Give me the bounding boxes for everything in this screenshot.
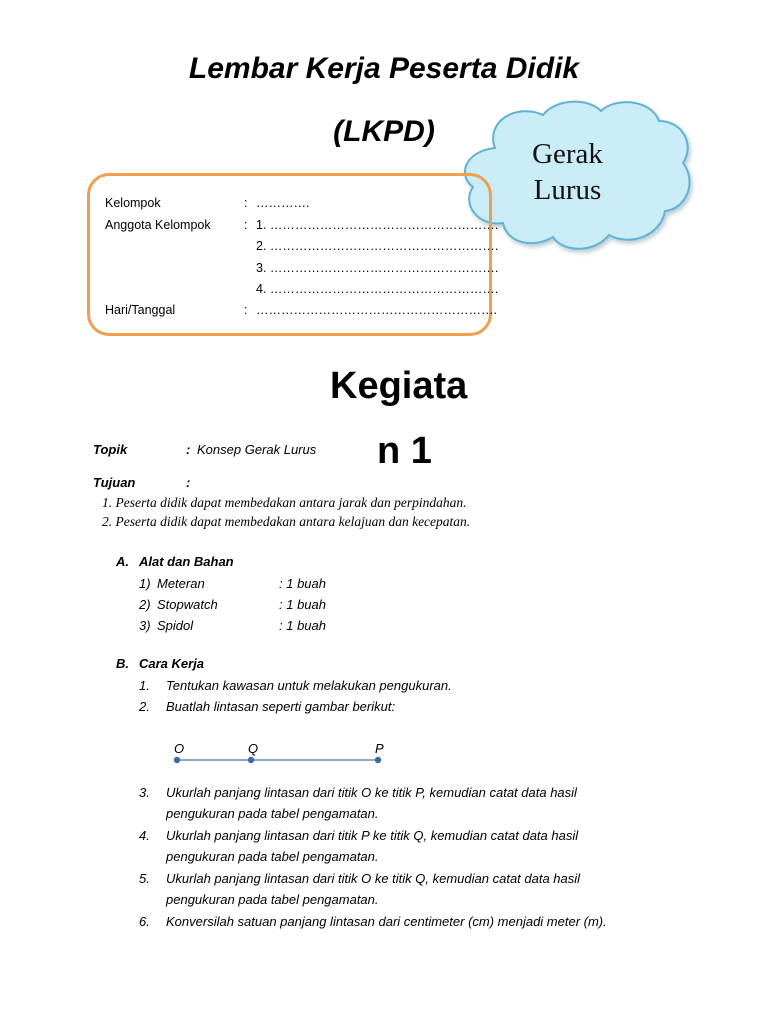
- item-qty: : 1 buah: [279, 576, 326, 591]
- info-value-hari: ………………………………………………….: [256, 303, 497, 317]
- cloud-label-line2: Lurus: [533, 174, 602, 206]
- tujuan-colon: :: [186, 475, 191, 490]
- point-label-p: P: [375, 741, 384, 756]
- step-text-line1: Ukurlah panjang lintasan dari titik P ke titik Q, kemudian catat data hasil: [166, 828, 579, 843]
- step-number: 4.: [139, 828, 150, 843]
- tujuan-item: 2. Peserta didik dapat membedakan antara kelajuan dan kecepatan.: [102, 514, 471, 529]
- step-number: 3.: [139, 785, 150, 800]
- info-colon: :: [244, 196, 248, 210]
- cloud-label-line1: Gerak: [532, 138, 603, 170]
- item-name: Meteran: [157, 576, 205, 591]
- step-number: 2.: [139, 699, 150, 714]
- item-number: 1): [139, 576, 151, 591]
- step-text-line1: Konversilah satuan panjang lintasan dari centimeter (cm) menjadi meter (m).: [166, 914, 607, 929]
- info-colon: :: [244, 303, 248, 317]
- item-qty: : 1 buah: [279, 618, 326, 633]
- step-text-line2: pengukuran pada tabel pengamatan.: [166, 806, 379, 821]
- worksheet-subtitle: (LKPD): [333, 115, 435, 148]
- step-text-line1: Ukurlah panjang lintasan dari titik O ke titik P, kemudian catat data hasil: [166, 785, 577, 800]
- step-text-line2: pengukuran pada tabel pengamatan.: [166, 892, 379, 907]
- topik-value: Konsep Gerak Lurus: [197, 442, 317, 457]
- step-number: 6.: [139, 914, 150, 929]
- topik-label: Topik: [93, 442, 128, 457]
- tujuan-item: 1. Peserta didik dapat membedakan antara jarak dan perpindahan.: [102, 495, 467, 510]
- activity-heading-line2: n 1: [377, 430, 432, 472]
- point-label-q: Q: [248, 741, 259, 756]
- item-name: Spidol: [157, 618, 194, 633]
- section-b-title: Cara Kerja: [139, 656, 205, 671]
- step-number: 5.: [139, 871, 150, 886]
- cloud-label: [500, 136, 635, 208]
- point-o-marker: [174, 757, 180, 763]
- step-text-line2: pengukuran pada tabel pengamatan.: [166, 849, 379, 864]
- info-label-anggota: Anggota Kelompok: [105, 218, 211, 232]
- topik-colon: :: [186, 442, 191, 457]
- info-label-kelompok: Kelompok: [105, 196, 161, 210]
- worksheet-title: Lembar Kerja Peserta Didik: [188, 52, 580, 85]
- point-p-marker: [375, 757, 381, 763]
- point-q-marker: [248, 757, 254, 763]
- section-b-letter: B.: [116, 656, 129, 671]
- step-number: 1.: [139, 678, 150, 693]
- info-value-anggota-3: 3. ……………………………………………….: [256, 261, 499, 275]
- info-colon: :: [244, 218, 248, 232]
- item-number: 3): [139, 618, 151, 633]
- step-text: Tentukan kawasan untuk melakukan pengukuran.: [166, 678, 452, 693]
- info-label-hari: Hari/Tanggal: [105, 303, 176, 317]
- tujuan-label: Tujuan: [93, 475, 136, 490]
- item-name: Stopwatch: [157, 597, 218, 612]
- item-qty: : 1 buah: [279, 597, 326, 612]
- activity-heading-line1: Kegiata: [330, 365, 468, 407]
- section-a-letter: A.: [116, 554, 129, 569]
- step-text: Buatlah lintasan seperti gambar berikut:: [166, 699, 396, 714]
- point-label-o: O: [174, 741, 185, 756]
- info-value-anggota-2: 2. ……………………………………………….: [256, 239, 499, 253]
- info-value-anggota-1: 1. ……………………………………………….: [256, 218, 499, 232]
- item-number: 2): [139, 597, 151, 612]
- trajectory-line: [170, 754, 386, 766]
- info-value-anggota-4: 4. ……………………………………………….: [256, 282, 499, 296]
- info-value-kelompok: ………….: [256, 196, 310, 210]
- step-text-line1: Ukurlah panjang lintasan dari titik O ke titik Q, kemudian catat data hasil: [166, 871, 581, 886]
- section-a-title: Alat dan Bahan: [139, 554, 234, 569]
